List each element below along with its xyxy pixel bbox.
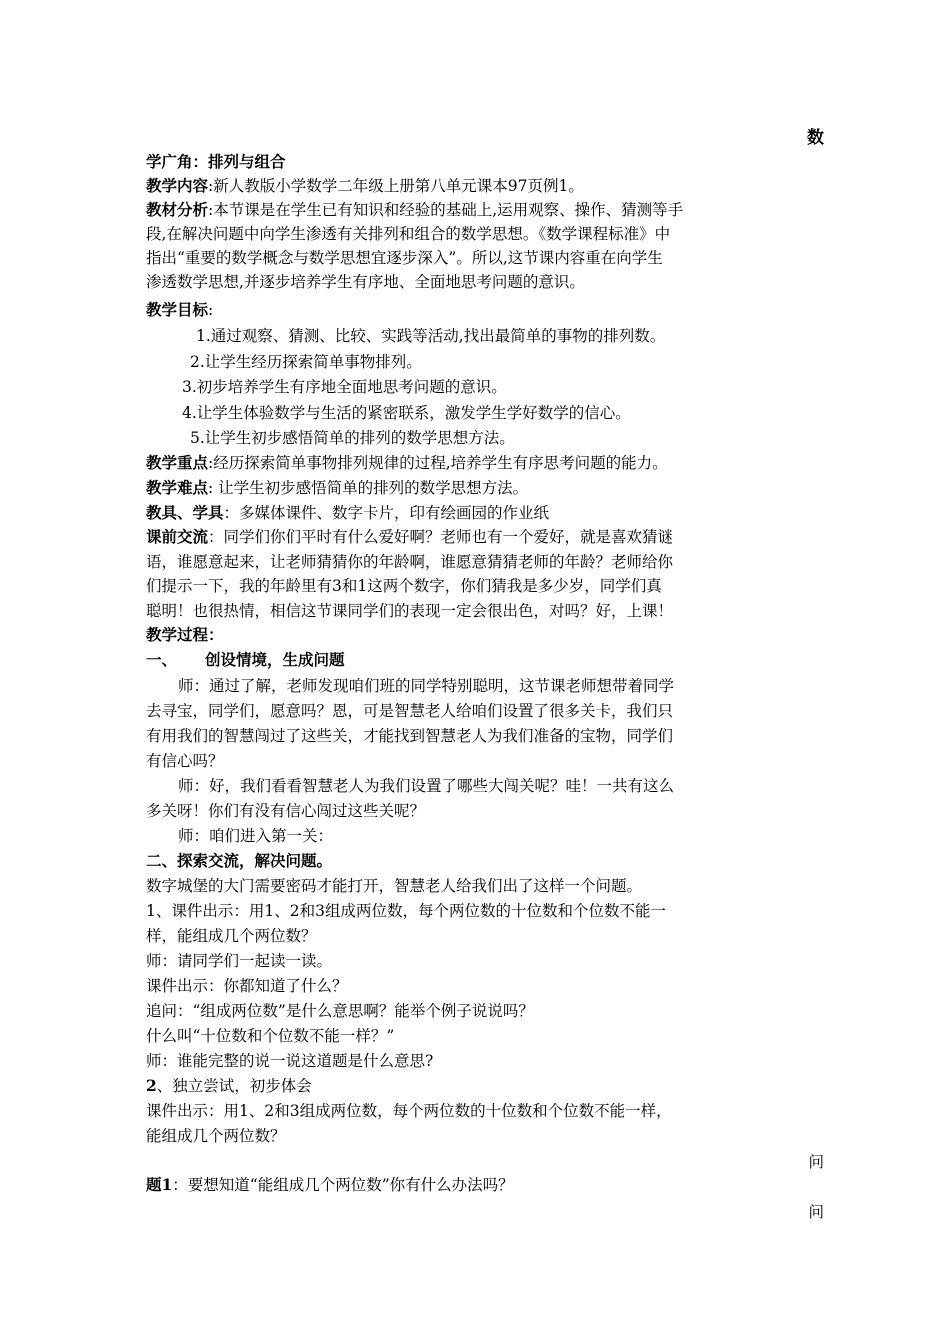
content-line: [146, 174, 584, 198]
tools-text: 多媒体课件、数字卡片，印有绘画园的作业纸: [239, 504, 550, 522]
section1-heading: [146, 648, 345, 672]
question-1-line: [146, 1173, 514, 1197]
analysis-line: 段,在解决问题中向学生渗透有关排列和组合的数学思想。《数学课程标准》中: [146, 225, 671, 243]
analysis-label: 教材分析: [146, 200, 209, 219]
warmup-line: 们提示一下，我的年龄里有3和1这两个数字，你们猜我是多少岁，同学们真: [146, 577, 662, 595]
difficulty-label: 教学难点: [146, 478, 209, 497]
section2-heading: 二、探索交流，解决问题。: [146, 851, 333, 870]
difficulty-text: 让学生初步感悟简单的排列的数学思想方法。: [213, 479, 529, 497]
content-label: 教学内容: [146, 176, 209, 195]
tools-label: 教具、学具: [146, 503, 224, 522]
analysis-text: 本节课是在学生已有知识和经验的基础上,运用观察、操作、猜测等手: [213, 201, 684, 219]
analysis-line: 渗透数学思想,并逐步培养学生有序地、全面地思考问题的意识。: [146, 273, 585, 291]
subsection-2-number: 2: [146, 1076, 157, 1095]
page-title: 学广角：排列与组合: [146, 152, 286, 171]
question-1-number: 题1: [146, 1175, 173, 1194]
section1-line: 有信心吗？: [146, 752, 224, 770]
goal-item: 2.让学生经历探索简单事物排列。: [190, 353, 422, 371]
warmup-text: 同学们你们平时有什么爱好啊？老师也有一个爱好，就是喜欢猜谜: [223, 528, 674, 546]
key-point-text: 经历探索简单事物排列规律的过程,培养学生有序思考问题的能力。: [213, 454, 668, 472]
warmup-line: [146, 525, 673, 549]
section2-line: 追问：“组成两位数”是什么意思啊？能举个例子说说吗？: [146, 1002, 534, 1020]
subsection-2-title: 、独立尝试，初步体会: [156, 1077, 312, 1095]
section1-line: 师：通过了解，老师发现咱们班的同学特别聪明，这节课老师想带着同学: [178, 677, 675, 695]
section2-line: 数字城堡的大门需要密码才能打开，智慧老人给我们出了这样一个问题。: [146, 877, 643, 895]
goal-item: 3.初步培养学生有序地全面地思考问题的意识。: [182, 378, 507, 396]
goals-sep: :: [208, 301, 214, 319]
section2-line: 样，能组成几个两位数？: [146, 927, 317, 945]
goal-item: 1.通过观察、猜测、比较、实践等活动,找出最简单的事物的排列数。: [196, 327, 666, 345]
section1-number: 一、: [146, 650, 178, 669]
goal-item: 5.让学生初步感悟简单的排列的数学思想方法。: [190, 429, 515, 447]
tools-line: [146, 501, 549, 525]
section2-line: 什么叫“十位数和个位数不能一样？”: [146, 1027, 395, 1045]
section1-line: 师：咱们进入第一关：: [178, 827, 334, 845]
analysis-line: [146, 198, 683, 222]
section2-line: 课件出示：你都知道了什么？: [146, 977, 348, 995]
section1-line: 去寻宝，同学们，愿意吗？恩，可是智慧老人给咱们设置了很多关卡，我们只: [146, 702, 674, 720]
section1-title: 创设情境，生成问题: [205, 650, 345, 669]
section2-line: 师：谁能完整的说一说这道题是什么意思?: [146, 1052, 434, 1070]
content-text: 新人教版小学数学二年级上册第八单元课本97页例1。: [213, 177, 584, 195]
section2-line: 课件出示：用1、2和3组成两位数，每个两位数的十位数和个位数不能一样，: [146, 1102, 672, 1120]
difficulty-line: [146, 476, 528, 500]
analysis-line: 指出“重要的数学概念与数学思想宜逐步深入”。所以,这节课内容重在向学生: [146, 249, 663, 267]
section1-line: 多关呀！你们有没有信心闯过这些关呢？: [146, 802, 426, 820]
goals-label: 教学目标: [146, 300, 209, 319]
section2-line: 1、课件出示：用1、2和3组成两位数，每个两位数的十位数和个位数不能一: [146, 902, 666, 920]
section2-line: 师：请同学们一起读一读。: [146, 952, 333, 970]
process-heading: 教学过程：: [146, 625, 224, 644]
content-sep: :: [208, 177, 214, 195]
difficulty-sep: :: [208, 479, 214, 497]
question-1-text: ：要想知道“能组成几个两位数”你有什么办法吗？: [172, 1176, 514, 1194]
warmup-line: 聪明！也很热情，相信这节课同学们的表现一定会很出色，对吗？好，上课！: [146, 602, 674, 620]
question-fragment: 问: [808, 1153, 824, 1171]
warmup-sep: ：: [208, 528, 224, 546]
warmup-line: 语，谁愿意起来，让老师猜猜你的年龄啊，谁愿意猜猜老师的年龄？老师给你: [146, 553, 674, 571]
section1-line: 有用我们的智慧闯过了这些关，才能找到智慧老人为我们准备的宝物，同学们: [146, 727, 674, 745]
warmup-label: 课前交流: [146, 527, 209, 546]
section1-line: 师：好，我们看看智慧老人为我们设置了哪些大闯关呢？哇！一共有这么: [178, 777, 675, 795]
section2-line: 能组成几个两位数？: [146, 1127, 286, 1145]
question-fragment: 问: [808, 1203, 824, 1221]
heading-fragment: 数: [807, 128, 824, 148]
key-point-label: 教学重点: [146, 453, 209, 472]
subsection-2-heading: [146, 1074, 312, 1098]
analysis-sep: :: [208, 201, 214, 219]
goal-item: 4.让学生体验数学与生活的紧密联系，激发学生学好数学的信心。: [182, 404, 631, 422]
key-point-line: [146, 451, 668, 475]
key-point-sep: :: [208, 454, 214, 472]
tools-sep: ：: [223, 504, 240, 522]
goals-heading: [146, 298, 213, 322]
